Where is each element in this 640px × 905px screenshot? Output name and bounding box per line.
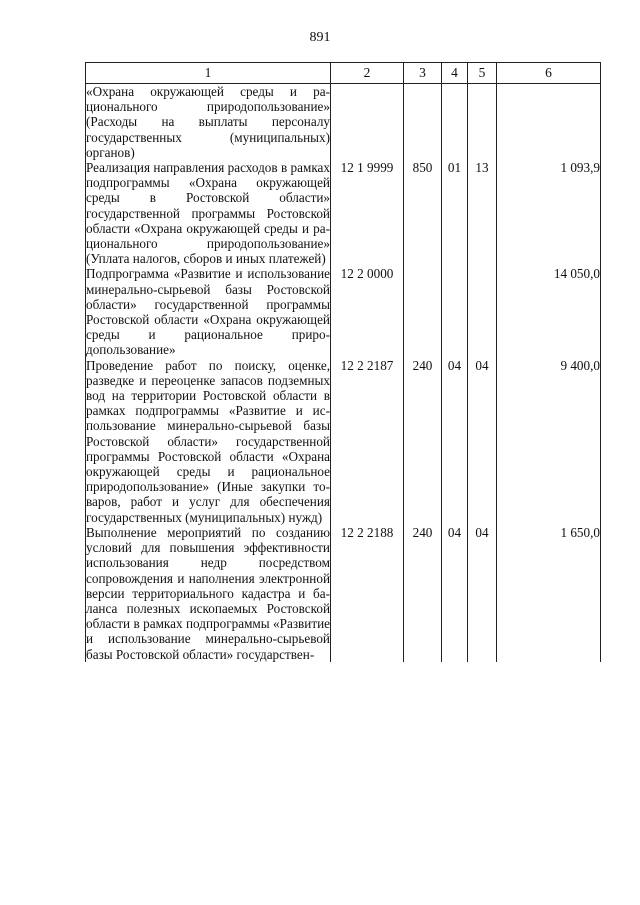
row-target-code (331, 84, 404, 161)
table-row (86, 160, 601, 266)
row-target-code: 12 2 2187 (331, 358, 404, 525)
row-expense-type (404, 84, 442, 161)
row-section: 04 (442, 358, 468, 525)
row-expense-type: 240 (404, 525, 442, 662)
row-subsection (468, 84, 497, 161)
row-target-code: 12 2 2188 (331, 525, 404, 662)
row-subsection: 04 (468, 525, 497, 662)
row-target-code: 12 2 0000 (331, 266, 404, 357)
column-header-description: 1 (86, 63, 331, 84)
column-header-target-code: 2 (331, 63, 404, 84)
table-row (86, 84, 601, 161)
row-subsection: 13 (468, 160, 497, 266)
row-amount: 14 050,0 (497, 266, 601, 357)
row-expense-type (404, 266, 442, 357)
row-description: «Охрана окружающей среды и рационального природопользование» (Расходы на выплаты персоналу государственных (муниципальных) органов) (86, 84, 330, 160)
row-description: Подпрограмма «Развитие и использование минерально-сырьевой базы Ростовской области» государственной программы Ростовской области «Охрана окружающей среды и рациональное природопользование» (86, 266, 330, 358)
row-section: 01 (442, 160, 468, 266)
row-subsection: 04 (468, 358, 497, 525)
row-amount: 9 400,0 (497, 358, 601, 525)
row-amount: 1 650,0 (497, 525, 601, 662)
row-description: Проведение работ по поиску, оценке, разведке и переоценке запасов подземных вод на территории Ростовской области в рамках подпрограммы «Развитие и использование минерально-сырьевой базы Ростовской области» государственной программы Ростовской области «Охрана окружающей среды и рациональное природопользование» (Иные закупки товаров, работ и услуг для обеспечения государственных (муниципальных) нужд) (86, 357, 330, 525)
row-section (442, 266, 468, 357)
row-description: Выполнение мероприятий по созданию условий для повышения эффективности использования недр посредством сопровождения и наполнения электронной версии территориального кадастра и баланса полезных ископаемых Ростовской области в рамках подпрограммы «Развитие и использование минерально-сырьевой базы Ростовской области» государствен- (86, 524, 330, 662)
column-header-section: 4 (442, 63, 468, 84)
table-row (86, 358, 601, 525)
table-row (86, 525, 601, 662)
row-section: 04 (442, 525, 468, 662)
page-number: 891 (309, 30, 331, 45)
column-header-expense-type: 3 (404, 63, 442, 84)
budget-table (85, 62, 601, 662)
table-row (86, 266, 601, 357)
row-amount (497, 84, 601, 161)
row-description: Реализация направления расходов в рамках подпрограммы «Охрана окружающей среды в Ростовской области» государственной программы Ростовской области «Охрана окружающей среды и рационального природопользование» (Уплата налогов, сборов и иных платежей) (86, 160, 330, 267)
row-subsection (468, 266, 497, 357)
row-section (442, 84, 468, 161)
column-header-subsection: 5 (468, 63, 497, 84)
row-amount: 1 093,9 (497, 160, 601, 266)
column-header-amount: 6 (497, 63, 601, 84)
row-target-code: 12 1 9999 (331, 160, 404, 266)
row-expense-type: 850 (404, 160, 442, 266)
table-header-row (86, 63, 601, 84)
row-expense-type: 240 (404, 358, 442, 525)
